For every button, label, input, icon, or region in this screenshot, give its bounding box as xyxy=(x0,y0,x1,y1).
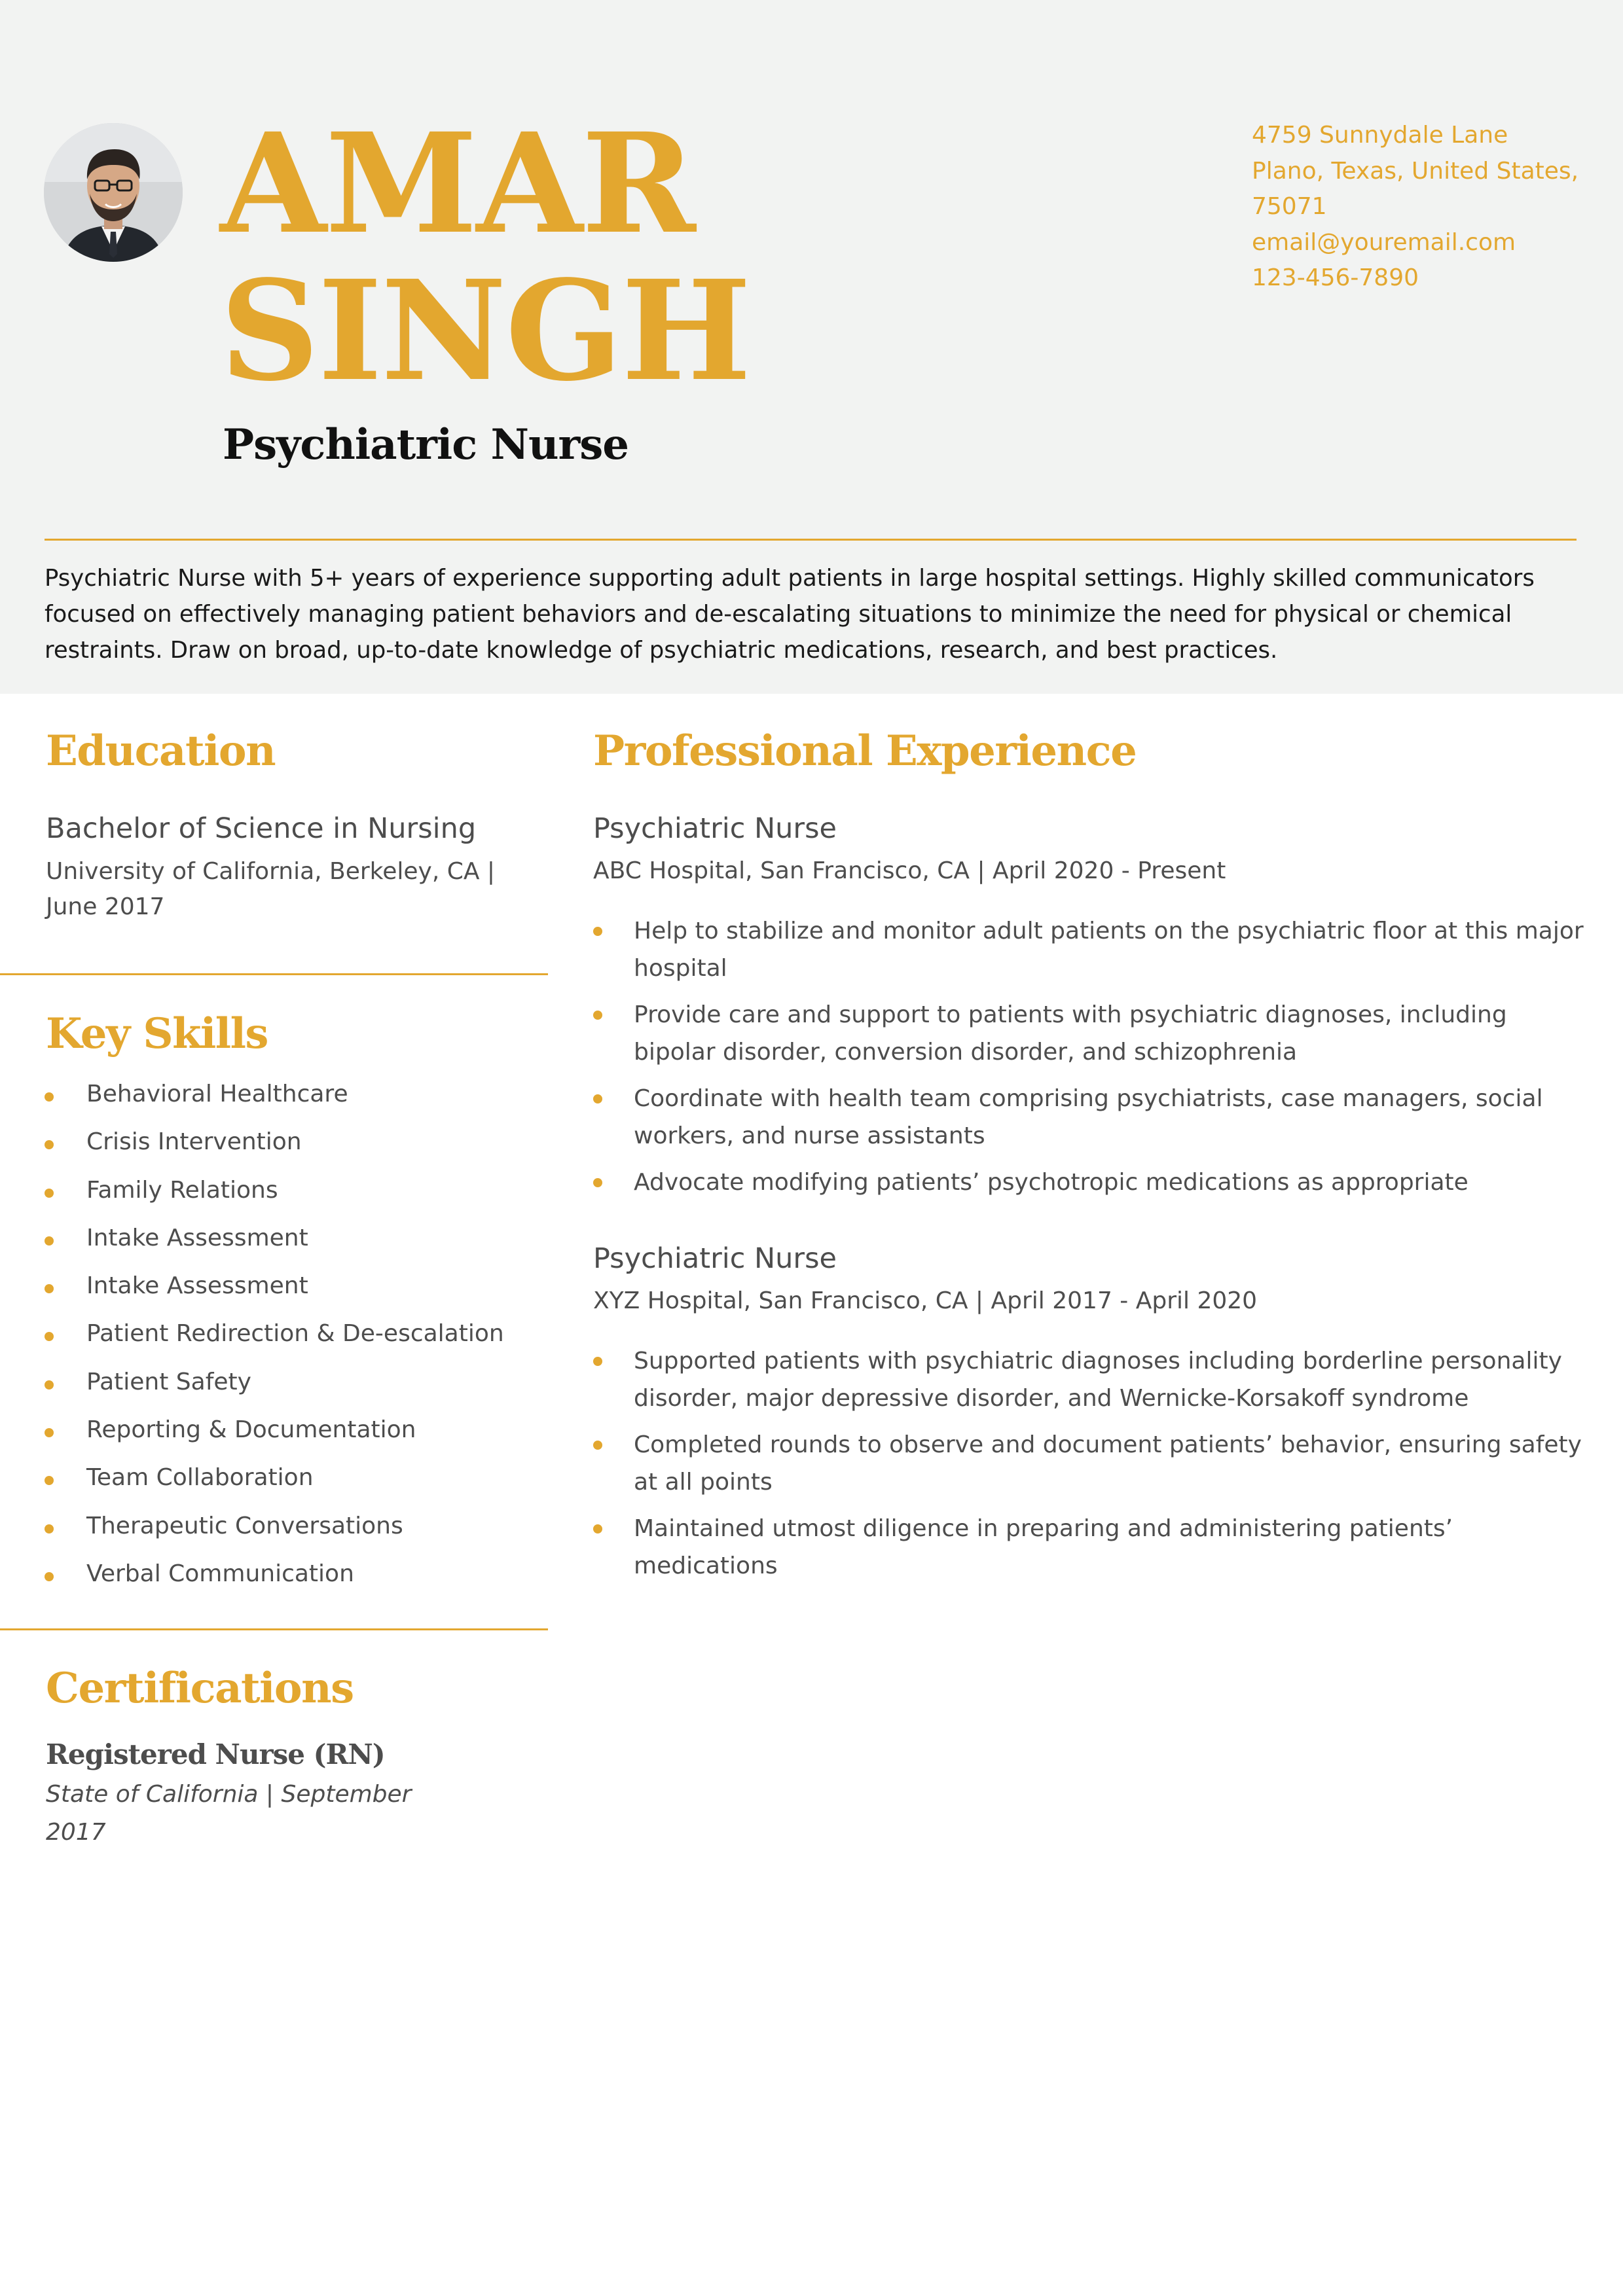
skill-label: Family Relations xyxy=(86,1176,278,1204)
bullet-dot-icon xyxy=(45,1332,54,1341)
skill-item xyxy=(45,1556,504,1604)
education-divider xyxy=(0,973,548,975)
bullet-dot-icon xyxy=(593,1011,602,1020)
header-divider xyxy=(45,539,1577,541)
bullet-dot-icon xyxy=(593,1178,602,1187)
skills-divider xyxy=(0,1628,548,1630)
skill-item xyxy=(45,1509,504,1556)
job-entry xyxy=(593,1239,1588,1594)
job-responsibilities xyxy=(593,1342,1588,1585)
person-photo-icon xyxy=(44,123,183,262)
responsibility-item xyxy=(593,1164,1588,1201)
skill-label: Patient Redirection & De-escalation xyxy=(86,1320,504,1348)
skill-label: Team Collaboration xyxy=(86,1464,314,1492)
bullet-dot-icon xyxy=(45,1284,54,1293)
responsibility-item xyxy=(593,1342,1588,1417)
bullet-dot-icon xyxy=(45,1572,54,1581)
job-employer-dates: ABC Hospital, San Francisco, CA | April 2020 - Present xyxy=(593,857,1226,884)
skill-item xyxy=(45,1221,504,1268)
certification-detail: State of California | September 2017 xyxy=(46,1781,412,1846)
skill-item xyxy=(45,1173,504,1221)
job-title: Psychiatric Nurse xyxy=(223,420,629,469)
certification-entry xyxy=(46,1736,452,1852)
job-role: Psychiatric Nurse xyxy=(593,812,837,845)
skill-label: Therapeutic Conversations xyxy=(86,1512,403,1539)
bullet-dot-icon xyxy=(45,1189,54,1198)
name-line-last: SINGH xyxy=(220,250,750,412)
responsibility-text: Completed rounds to observe and document patients’ behavior, ensuring safety at all points xyxy=(634,1431,1582,1496)
address-line-2: Plano, Texas, United States, xyxy=(1252,157,1579,185)
skill-item xyxy=(45,1316,504,1364)
certifications-heading: Certifications xyxy=(46,1664,354,1713)
skills-heading: Key Skills xyxy=(46,1009,268,1058)
skill-label: Intake Assessment xyxy=(86,1224,308,1251)
skill-item xyxy=(45,1077,504,1124)
contact-block xyxy=(1252,118,1592,296)
responsibility-item xyxy=(593,1080,1588,1155)
experience-heading: Professional Experience xyxy=(593,726,1137,776)
address-line-3: 75071 xyxy=(1252,193,1327,220)
certification-name: Registered Nurse (RN) xyxy=(46,1738,385,1770)
skill-label: Intake Assessment xyxy=(86,1272,308,1300)
address-line-1: 4759 Sunnydale Lane xyxy=(1252,122,1508,149)
responsibility-text: Coordinate with health team comprising psychiatrists, case managers, social workers, and nurse assistants xyxy=(634,1085,1543,1149)
bullet-dot-icon xyxy=(593,1441,602,1450)
responsibility-text: Supported patients with psychiatric diagnoses including borderline personality disorder, major depressive disorder, and Wernicke-Korsakoff syndrome xyxy=(634,1348,1562,1412)
job-role: Psychiatric Nurse xyxy=(593,1242,837,1275)
bullet-dot-icon xyxy=(45,1476,54,1485)
education-degree: Bachelor of Science in Nursing xyxy=(46,812,477,845)
skill-item xyxy=(45,1365,504,1412)
bullet-dot-icon xyxy=(45,1092,54,1102)
skill-item xyxy=(45,1460,504,1508)
email-address: email@youremail.com xyxy=(1252,228,1516,256)
skill-label: Patient Safety xyxy=(86,1368,251,1395)
bullet-dot-icon xyxy=(45,1380,54,1390)
skill-label: Crisis Intervention xyxy=(86,1128,302,1156)
responsibility-text: Help to stabilize and monitor adult patients on the psychiatric floor at this major hospital xyxy=(634,918,1584,982)
bullet-dot-icon xyxy=(45,1524,54,1534)
candidate-name xyxy=(220,103,750,412)
skills-list xyxy=(45,1077,504,1604)
job-employer-dates: XYZ Hospital, San Francisco, CA | April 2017 - April 2020 xyxy=(593,1287,1258,1314)
bullet-dot-icon xyxy=(593,1357,602,1366)
responsibility-item xyxy=(593,912,1588,987)
profile-summary: Psychiatric Nurse with 5+ years of experience supporting adult patients in large hospital settings. Highly skilled communicators focused on effectively managing patient behaviors and de-escalating situations to minimize the need for physical or chemical restraints. Draw on broad, up-to-date knowledge of psychiatric medications, research, and best practices. xyxy=(45,565,1535,664)
bullet-dot-icon xyxy=(593,927,602,936)
job-entry xyxy=(593,809,1588,1210)
skill-label: Behavioral Healthcare xyxy=(86,1081,348,1107)
bullet-dot-icon xyxy=(45,1236,54,1246)
bullet-dot-icon xyxy=(593,1524,602,1534)
name-line-first: AMAR xyxy=(220,103,695,264)
education-heading: Education xyxy=(46,726,276,776)
phone-number: 123-456-7890 xyxy=(1252,264,1419,291)
skill-item xyxy=(45,1412,504,1460)
responsibility-item xyxy=(593,996,1588,1071)
skill-item xyxy=(45,1268,504,1316)
education-detail: University of California, Berkeley, CA | June 2017 xyxy=(46,858,496,920)
responsibility-item xyxy=(593,1426,1588,1501)
responsibility-text: Advocate modifying patients’ psychotropic medications as appropriate xyxy=(634,1169,1468,1196)
bullet-dot-icon xyxy=(45,1428,54,1437)
skill-item xyxy=(45,1124,504,1172)
responsibility-item xyxy=(593,1510,1588,1585)
bullet-dot-icon xyxy=(593,1094,602,1103)
skill-label: Reporting & Documentation xyxy=(86,1416,416,1444)
profile-photo xyxy=(44,123,183,262)
responsibility-text: Maintained utmost diligence in preparing and administering patients’ medications xyxy=(634,1515,1453,1579)
skill-label: Verbal Communication xyxy=(86,1560,354,1587)
responsibility-text: Provide care and support to patients with psychiatric diagnoses, including bipolar disorder, conversion disorder, and schizophrenia xyxy=(634,1001,1507,1066)
bullet-dot-icon xyxy=(45,1140,54,1149)
job-responsibilities xyxy=(593,912,1588,1201)
